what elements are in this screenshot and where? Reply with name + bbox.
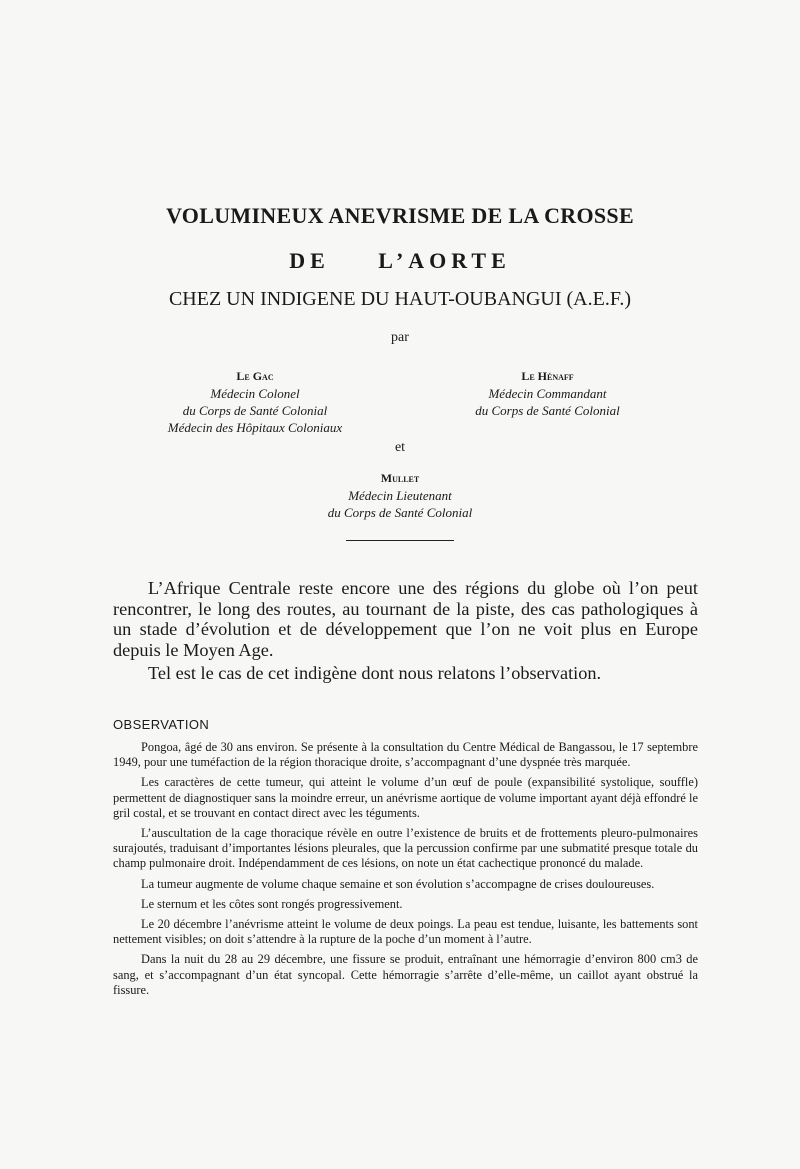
intro-paragraph: Tel est le cas de cet indigène dont nous relatons l’observation. <box>148 663 602 683</box>
intro-text <box>113 578 698 684</box>
author-affiliation: du Corps de Santé Colonial <box>475 403 620 418</box>
body-paragraph: L’auscultation de la cage thoracique révèle en outre l’existence de bruits et de frottements pleuro-pulmonaires surajoutés, traduisant d’importantes lésions pleurales, que la percussion confirme par une submatité presque totale du champ pulmonaire droit. Indépendamment de ces lésions, on note un état cachectique prononcé du malade. <box>113 826 698 871</box>
par-label: par <box>391 330 409 345</box>
author-role: Médecin Lieutenant <box>348 488 452 503</box>
author-left <box>140 368 370 436</box>
intro-paragraph: L’Afrique Centrale reste encore une des régions du globe où l’on peut rencontrer, le long des routes, au tournant de la piste, des cas pathologiques à un stade d’évolution et de développement que l’on ne voit plus en Europe depuis le Moyen Age. <box>113 578 698 660</box>
title-line-3: CHEZ UN INDIGENE DU HAUT-OUBANGUI (A.E.F.) <box>168 288 632 310</box>
body-paragraph: Les caractères de cette tumeur, qui atteint le volume d’un œuf de poule (expansibilité systolique, souffle) permettent de diagnostiquer sans la moindre erreur, un anévrisme aortique de volume important ayant déjà effondré le gril costal, et se trouvant en contact direct avec les téguments. <box>113 775 698 820</box>
body-paragraph: Dans la nuit du 28 au 29 décembre, une fissure se produit, entraînant une hémorragie d’environ 800 cm3 de sang, et s’accompagnant d’un état syncopal. Cette hémorragie s’arrête d’elle-même, un caillot ayant obstrué la fissure. <box>113 952 698 997</box>
body-paragraph: Le sternum et les côtes sont rongés progressivement. <box>141 896 403 911</box>
title-line-1: VOLUMINEUX ANEVRISME DE LA CROSSE <box>166 203 634 228</box>
author-center <box>280 470 520 521</box>
author-affiliation: du Corps de Santé Colonial <box>182 403 328 418</box>
author-name: Mullet <box>380 471 420 485</box>
separator-rule <box>346 540 454 541</box>
et-conjunction: et <box>394 440 406 455</box>
body-paragraph: Le 20 décembre l’anévrisme atteint le volume de deux poings. La peau est tendue, luisante, les battements sont nettement visibles; on doit s’attendre à la rupture de la poche d’un moment à l’autre. <box>113 917 698 947</box>
title-line-2: DE L’AORTE <box>289 248 511 273</box>
author-role: Médecin Colonel <box>210 386 300 401</box>
author-affiliation: Médecin des Hôpitaux Coloniaux <box>167 420 343 435</box>
section-heading: OBSERVATION <box>113 717 210 732</box>
author-right <box>440 368 655 419</box>
observation-body <box>113 740 698 1003</box>
body-paragraph: La tumeur augmente de volume chaque semaine et son évolution s’accompagne de crises douloureuses. <box>141 876 655 891</box>
author-name: Le Gac <box>236 369 274 383</box>
author-role: Médecin Commandant <box>488 386 607 401</box>
author-name: Le Hénaff <box>521 369 574 383</box>
body-paragraph: Pongoa, âgé de 30 ans environ. Se présente à la consultation du Centre Médical de Bangassou, le 17 septembre 1949, pour une tuméfaction de la région thoracique droite, s’accompagnant d’une dyspnée très marquée. <box>113 740 698 770</box>
author-affiliation: du Corps de Santé Colonial <box>327 505 473 520</box>
